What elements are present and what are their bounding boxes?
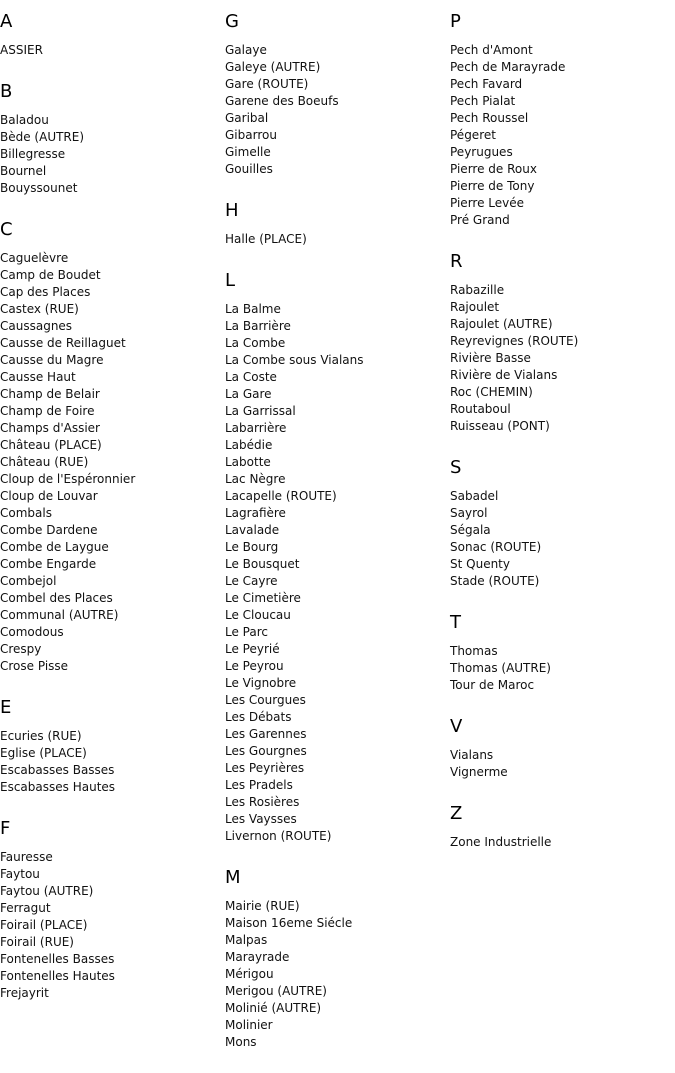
place-link[interactable]: Maison 16eme Siécle (225, 916, 353, 930)
place-link[interactable]: Combe de Laygue (0, 540, 109, 554)
place-link[interactable]: La Barrière (225, 319, 291, 333)
place-link[interactable]: Le Bourg (225, 540, 279, 554)
place-link[interactable]: Molinié (AUTRE) (225, 1001, 322, 1015)
place-link[interactable]: Bouyssounet (0, 181, 78, 195)
place-link[interactable]: Gimelle (225, 145, 271, 159)
place-link[interactable]: Pierre de Roux (450, 162, 537, 176)
place-link[interactable]: La Combe sous Vialans (225, 353, 364, 367)
place-link[interactable]: Eglise (PLACE) (0, 746, 87, 760)
letter-section (450, 612, 675, 694)
section-letter-heading: V (450, 716, 463, 737)
place-link[interactable]: Rabazille (450, 283, 505, 297)
place-link[interactable]: Communal (AUTRE) (0, 608, 119, 622)
letter-section (0, 219, 225, 675)
place-link[interactable]: Rivière Basse (450, 351, 531, 365)
letter-section (450, 803, 675, 851)
place-link[interactable]: Gouilles (225, 162, 273, 176)
place-link[interactable]: Les Garennes (225, 727, 307, 741)
letter-section (450, 716, 675, 781)
place-link[interactable]: Foirail (RUE) (0, 935, 74, 949)
place-list (450, 643, 675, 694)
place-link[interactable]: Lacapelle (ROUTE) (225, 489, 337, 503)
place-link[interactable]: Galaye (225, 43, 267, 57)
section-letter-heading: L (225, 270, 236, 291)
letter-section (0, 11, 225, 59)
letter-section (225, 200, 450, 248)
place-list (225, 42, 450, 178)
place-link[interactable]: Stade (ROUTE) (450, 574, 540, 588)
place-link[interactable]: Pech Favard (450, 77, 523, 91)
place-link[interactable]: Causse de Reillaguet (0, 336, 126, 350)
place-link[interactable]: Les Rosières (225, 795, 300, 809)
section-letter-heading: G (225, 11, 239, 32)
place-list (450, 42, 675, 229)
section-letter-heading: E (0, 697, 12, 718)
section-letter-heading: P (450, 11, 461, 32)
place-link[interactable]: Malpas (225, 933, 268, 947)
place-link[interactable]: Merigou (AUTRE) (225, 984, 327, 998)
place-link[interactable]: Sabadel (450, 489, 499, 503)
place-link[interactable]: Castex (RUE) (0, 302, 79, 316)
place-link[interactable]: Molinier (225, 1018, 273, 1032)
place-link[interactable]: Camp de Boudet (0, 268, 101, 282)
place-link[interactable]: Billegresse (0, 147, 66, 161)
place-link[interactable]: Thomas (AUTRE) (450, 661, 551, 675)
place-link[interactable]: Pech de Marayrade (450, 60, 566, 74)
place-link[interactable]: Le Bousquet (225, 557, 300, 571)
place-link[interactable]: Galeye (AUTRE) (225, 60, 321, 74)
place-link[interactable]: Rajoulet (AUTRE) (450, 317, 553, 331)
place-link[interactable]: Livernon (ROUTE) (225, 829, 332, 843)
section-letter-heading: R (450, 251, 463, 272)
place-list (450, 282, 675, 435)
letter-section (225, 867, 450, 1051)
place-link[interactable]: Vignerme (450, 765, 508, 779)
place-link[interactable]: Les Vaysses (225, 812, 297, 826)
place-link[interactable]: Escabasses Hautes (0, 780, 116, 794)
place-link[interactable]: Combe Engarde (0, 557, 97, 571)
index-column (225, 0, 450, 1073)
place-list (0, 849, 225, 1002)
section-letter-heading: C (0, 219, 13, 240)
place-link[interactable]: Labarrière (225, 421, 287, 435)
place-link[interactable]: Cap des Places (0, 285, 91, 299)
section-letter-heading: S (450, 457, 462, 478)
place-link[interactable]: Le Peyrou (225, 659, 284, 673)
place-link[interactable]: Baladou (0, 113, 49, 127)
place-link[interactable]: Château (PLACE) (0, 438, 102, 452)
place-list (225, 231, 450, 248)
index-column (0, 0, 225, 1024)
place-link[interactable]: Bournel (0, 164, 47, 178)
place-link[interactable]: Garene des Boeufs (225, 94, 339, 108)
place-link[interactable]: Caussagnes (0, 319, 73, 333)
place-link[interactable]: Zone Industrielle (450, 835, 552, 849)
place-link[interactable]: Pech d'Amont (450, 43, 533, 57)
place-link[interactable]: Ruisseau (PONT) (450, 419, 550, 433)
place-list (225, 301, 450, 845)
place-link[interactable]: Combals (0, 506, 52, 520)
section-letter-heading: M (225, 867, 241, 888)
place-link[interactable]: Fontenelles Basses (0, 952, 115, 966)
place-link[interactable]: La Coste (225, 370, 277, 384)
place-link[interactable]: Ségala (450, 523, 491, 537)
letter-section (450, 251, 675, 435)
place-link[interactable]: Rivière de Vialans (450, 368, 558, 382)
place-link[interactable]: Gibarrou (225, 128, 277, 142)
place-link[interactable]: Pré Grand (450, 213, 510, 227)
place-link[interactable]: Garibal (225, 111, 269, 125)
place-link[interactable]: Le Cimetière (225, 591, 301, 605)
letter-section (0, 818, 225, 1002)
section-letter-heading: T (450, 612, 461, 633)
place-link[interactable]: Les Courgues (225, 693, 306, 707)
place-link[interactable]: Cloup de l'Espéronnier (0, 472, 136, 486)
place-link[interactable]: Champs d'Assier (0, 421, 100, 435)
place-link[interactable]: Les Pradels (225, 778, 293, 792)
place-link[interactable]: Faytou (AUTRE) (0, 884, 94, 898)
letter-section (225, 11, 450, 178)
place-link[interactable]: Routaboul (450, 402, 511, 416)
place-link[interactable]: Champ de Belair (0, 387, 100, 401)
place-link[interactable]: Mérigou (225, 967, 274, 981)
section-letter-heading: B (0, 81, 13, 102)
place-link[interactable]: Pégeret (450, 128, 496, 142)
place-link[interactable]: Les Gourgnes (225, 744, 307, 758)
place-link[interactable]: Mons (225, 1035, 257, 1049)
place-link[interactable]: La Garrissal (225, 404, 296, 418)
place-link[interactable]: Pierre Levée (450, 196, 525, 210)
section-letter-heading: Z (450, 803, 463, 824)
place-link[interactable]: Le Cayre (225, 574, 278, 588)
place-link[interactable]: Combe Dardene (0, 523, 98, 537)
section-letter-heading: A (0, 11, 13, 32)
place-link[interactable]: Halle (PLACE) (225, 232, 307, 246)
place-link[interactable]: ASSIER (0, 43, 43, 57)
place-link[interactable]: Le Peyrié (225, 642, 280, 656)
place-link[interactable]: Peyrugues (450, 145, 513, 159)
place-link[interactable]: La Combe (225, 336, 286, 350)
place-link[interactable]: Causse du Magre (0, 353, 104, 367)
place-link[interactable]: Tour de Maroc (450, 678, 535, 692)
place-link[interactable]: La Balme (225, 302, 281, 316)
place-list (0, 728, 225, 796)
place-link[interactable]: Mairie (RUE) (225, 899, 300, 913)
place-link[interactable]: Labotte (225, 455, 271, 469)
place-link[interactable]: Lavalade (225, 523, 280, 537)
place-link[interactable]: Le Vignobre (225, 676, 297, 690)
place-link[interactable]: Reyrevignes (ROUTE) (450, 334, 579, 348)
place-link[interactable]: Les Peyrières (225, 761, 305, 775)
place-link[interactable]: Caguelèvre (0, 251, 69, 265)
index-column (450, 0, 675, 873)
place-list (450, 834, 675, 851)
place-link[interactable]: Cloup de Louvar (0, 489, 98, 503)
place-link[interactable]: Sayrol (450, 506, 488, 520)
place-link[interactable]: Faytou (0, 867, 40, 881)
place-link[interactable]: Comodous (0, 625, 64, 639)
place-list (450, 488, 675, 590)
letter-section (0, 81, 225, 197)
place-link[interactable]: Combel des Places (0, 591, 113, 605)
place-link[interactable]: Vialans (450, 748, 494, 762)
section-letter-heading: F (0, 818, 11, 839)
place-link[interactable]: Bède (AUTRE) (0, 130, 85, 144)
place-link[interactable]: Labédie (225, 438, 273, 452)
place-link[interactable]: Combejol (0, 574, 57, 588)
place-link[interactable]: Les Débats (225, 710, 292, 724)
place-link[interactable]: Le Parc (225, 625, 268, 639)
place-list (225, 898, 450, 1051)
letter-section (225, 270, 450, 845)
place-link[interactable]: Ecuries (RUE) (0, 729, 82, 743)
place-link[interactable]: Le Cloucau (225, 608, 291, 622)
place-link[interactable]: Marayrade (225, 950, 290, 964)
place-link[interactable]: Sonac (ROUTE) (450, 540, 542, 554)
letter-section (0, 697, 225, 796)
place-list (0, 112, 225, 197)
place-link[interactable]: Fontenelles Hautes (0, 969, 115, 983)
place-link[interactable]: Ferragut (0, 901, 51, 915)
place-link[interactable]: Rajoulet (450, 300, 500, 314)
letter-section (450, 457, 675, 590)
place-link[interactable]: Foirail (PLACE) (0, 918, 88, 932)
place-list (0, 250, 225, 675)
place-link[interactable]: Gare (ROUTE) (225, 77, 309, 91)
place-list (0, 42, 225, 59)
place-link[interactable]: Château (RUE) (0, 455, 89, 469)
place-link[interactable]: La Gare (225, 387, 272, 401)
place-link[interactable]: Roc (CHEMIN) (450, 385, 533, 399)
place-link[interactable]: Thomas (450, 644, 498, 658)
place-link[interactable]: Crespy (0, 642, 42, 656)
place-link[interactable]: Fauresse (0, 850, 53, 864)
place-link[interactable]: Lagrafière (225, 506, 286, 520)
letter-section (450, 11, 675, 229)
place-link[interactable]: Pech Pialat (450, 94, 516, 108)
place-link[interactable]: Lac Nègre (225, 472, 286, 486)
place-list (450, 747, 675, 781)
place-link[interactable]: Pech Roussel (450, 111, 529, 125)
place-link[interactable]: Escabasses Basses (0, 763, 115, 777)
place-link[interactable]: Frejayrit (0, 986, 49, 1000)
place-link[interactable]: Crose Pisse (0, 659, 69, 673)
place-link[interactable]: Pierre de Tony (450, 179, 535, 193)
place-link[interactable]: Causse Haut (0, 370, 76, 384)
place-link[interactable]: Champ de Foire (0, 404, 95, 418)
place-link[interactable]: St Quenty (450, 557, 510, 571)
section-letter-heading: H (225, 200, 239, 221)
